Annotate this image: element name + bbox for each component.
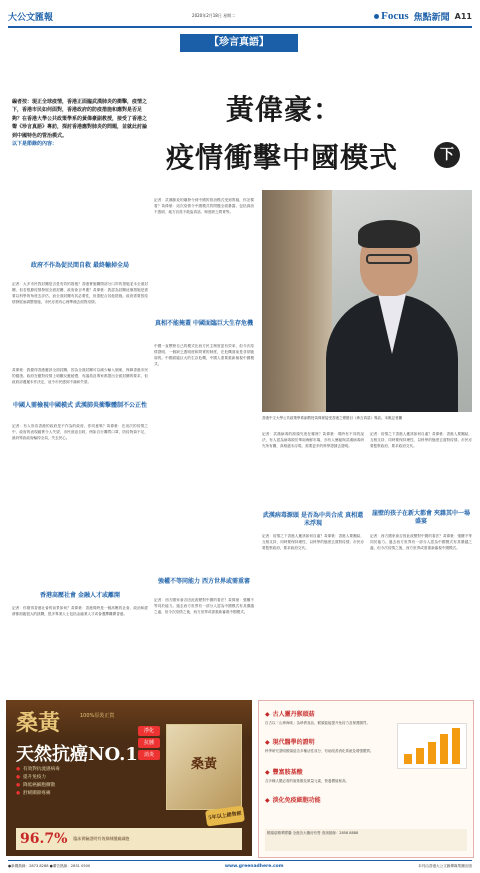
intro-text: 編者按：現正全球疫情，香港正面臨武漢肺炎的衝擊，疫情之下，香港市民如何面對，香港政府的防疫措施和應對是否足夠？在香港大學公共政策學系的黃偉豪副教授，接受了香港之聲《珍言真語》專訪，探討香港應對肺炎的問題，並就此討論到中國特色的管治模式。 — [12, 99, 148, 139]
side-item-3-text: 含多種人體必需的胺基酸及微量元素，營養價值極高。 — [265, 779, 349, 783]
product-box-label: 桑黃 — [190, 757, 217, 772]
article-col2-block-b: 中國一直標榜自己的模式比西方民主制度更有效率，但今次疫情證明，一個缺乏透明度和問責的制度，在危機面前是非常脆弱的。中國面臨巨大的生存危機，中國人需要重新檢視中國模式。 — [154, 344, 254, 366]
subhead-6: 武漢病毒源頭 是否為中共合成 真相還未浮現 — [262, 512, 364, 527]
subhead-4: 真相不能掩蓋 中國面臨巨大生存危機 — [154, 320, 254, 327]
masthead: 大公文匯報 — [8, 12, 54, 23]
side-item-1-text: 自古以「山珍海味」為珍貴食品，猴頭菇能提升免疫力及保護腸胃。 — [265, 721, 370, 725]
chart-bar — [404, 754, 412, 764]
chart-bar — [416, 748, 424, 764]
ad-feature: ● 降低癌細胞擴散 — [16, 783, 56, 788]
ad-brand-sub: 100%原裝正貨 — [80, 713, 115, 719]
person-hair — [358, 220, 420, 248]
headline-line-2: 疫情衝擊中國模式 — [166, 141, 399, 174]
diamond-icon: ◆ — [265, 769, 270, 776]
page-number: A11 — [454, 11, 472, 21]
footer-hotlines: ●新聞熱線：2873 8288 ●廣告熱線：2831 0500 — [8, 863, 91, 868]
section-label: 焦點新聞 — [413, 12, 450, 23]
ad-stat-text: 臨床實驗證明有效抑制腫瘤細胞 — [73, 836, 130, 841]
bullet-icon: ● — [16, 791, 21, 796]
bullet-icon: ● — [16, 767, 21, 772]
ad-cta-badge[interactable]: 5年以上銷售經驗 — [205, 805, 245, 826]
ad-feature: ● 提升免疫力 — [16, 775, 46, 780]
article-col2-block-c: 記者：西方國家會否因此改變對中國的看法？黃偉豪：強權不等同於能力。過去西方世界有一部分人認為中國模式有其優越之處，但今次疫情之後，西方世界或需重新審視中國模式。 — [154, 598, 254, 614]
column-banner: 【珍言真語】 — [180, 34, 298, 52]
article-col3-block-b: 記者：疫情之下香港人應該如何自處？黃偉豪：香港人要團結，互相支持，同時要保持理性，以科學的態度去面對疫情。市民亦要監察政府，要求政府交代。 — [262, 534, 364, 550]
side-item-4: ◆ 淡化免疫細胞功能 — [265, 797, 321, 804]
side-item-2-text: 科學研究證明猴頭菇含多種活性成分，有助改善消化系統及增強體質。 — [265, 749, 374, 753]
diamond-icon: ◆ — [265, 711, 270, 718]
intro-end: 以下是節錄的內容： — [12, 141, 58, 148]
editor-intro — [12, 98, 148, 148]
bookshelf-bg — [262, 190, 332, 412]
side-item-3: ◆ 豐富胺基酸 — [265, 769, 303, 776]
issue-date: 2020年2月18日 星期二 — [192, 13, 236, 18]
product-box — [166, 724, 242, 810]
article-col1-block-c: 記者：有人形容香港的政府是不作為的政府，你同意嗎？黃偉豪：在這次的疫情之中，政府的表現確實令人失望，市民被迫自救，例如自行購買口罩，防疫物資不足，最終導致政府輸掉全局，失去民心。 — [12, 424, 148, 440]
ad-pill-3: 消炎 — [138, 750, 160, 760]
subhead-5: 強權不等同能力 西方世界或需重審 — [157, 578, 251, 585]
side-mini-chart — [397, 723, 467, 769]
article-col1-block-a: 記者：大多市民對封關是否是有效的措施？香港實施關閉部分口岸的措施並未全面封關，但若根據疫情發展全面封關，政府會否考慮？黃偉豪：我認為封關這個措施是需要以科學的角度去評估，而全面封關有其必要性，但需配合其他措施。政府需要按疫情發展而調整措施，市民亦需有心理準備去面對疫情。 — [12, 282, 148, 304]
photo-caption: 香港中文大學公共政策學系副教授黃偉豪接受香港之聲節目《珍言真語》專訪。本報記者攝 — [262, 416, 402, 420]
article-col4-block-b: 記者：西方國家會否因此改變對中國的看法？黃偉豪：強權不等同於能力。過去西方世界有一部分人認為中國模式有其優越之處，但今次疫情之後，西方世界或需重新審視中國模式。 — [370, 534, 472, 550]
part-badge: 下 — [434, 142, 460, 168]
ad-brand: 桑黃 — [16, 710, 61, 736]
footer-publisher: 本刊由香港大公文匯傳媒集團出版 — [418, 863, 472, 868]
ad-tagline: 天然抗癌NO.1 — [16, 744, 138, 765]
ad-features — [16, 766, 146, 798]
subhead-1: 政府不作為促民間自救 最終輸掉全局 — [30, 262, 130, 269]
page-header — [8, 6, 472, 28]
page-footer — [8, 860, 472, 871]
advertisement-sanghuang[interactable] — [6, 700, 252, 856]
chart-bar — [428, 742, 436, 764]
ad-stat-bar — [16, 828, 242, 850]
interviewee-photo — [262, 190, 472, 412]
ad-pill-2: 抗腫 — [138, 738, 160, 748]
headline-line-1: 黃偉豪： — [226, 93, 343, 126]
chart-bar — [440, 734, 448, 764]
footer-website-link[interactable]: www.greenadhere.com — [224, 863, 284, 869]
bullet-icon: ● — [16, 783, 21, 788]
advertisement-hericium[interactable] — [258, 700, 474, 858]
focus-dot-icon — [374, 14, 379, 19]
bullet-icon: ● — [16, 775, 21, 780]
article-col1-block-d: 記者：你覺得香港社會的前景如何？黃偉豪：香港現時是一個高壓的社會，政治和經濟都面臨很大的挑戰，很多專業人士包括金融業人才或會選擇離開香港。 — [12, 606, 148, 616]
glasses-icon — [366, 254, 412, 264]
focus-label: Focus — [374, 10, 409, 22]
ad-stat-number: 96.7% — [20, 831, 68, 847]
diamond-icon: ◆ — [265, 797, 270, 804]
chart-bar — [452, 728, 460, 764]
side-footer: 猴頭菇精華膠囊 全港各大藥房有售 查詢熱線：2858 8888 — [265, 829, 467, 851]
article-col3-block-a: 記者：武漢病毒的源頭究竟在哪裡？黃偉豪：現時有不同的說法，有人認為病毒源於華南海鮮市場，亦有人懷疑與武漢病毒研究所有關，真相還未浮現，需要更多的科學證據去證明。 — [262, 432, 364, 448]
ad-feature: ● 有效對抗流感病毒 — [16, 767, 60, 772]
side-item-1: ◆ 古人靈丹猴頭菇 — [265, 711, 315, 718]
ad-feature: ● 舒緩關節疼痛 — [16, 791, 51, 796]
ad-pill-1: 淨化 — [138, 726, 160, 736]
subhead-7: 崖壁的孩子在新大都會 夾雜其中一場盛宴 — [371, 510, 471, 525]
article-col2-block-a: 記者：武漢肺炎的爆發令到中國的管治模式受到質疑，你怎樣看？黃偉豪：這次疫情令中國模式的問題全面暴露，包括資訊不透明、地方官員不敢說真話、制度缺乏問責等。 — [154, 198, 254, 214]
article-col4-block-a: 記者：疫情之下香港人應該如何自處？黃偉豪：香港人要團結，互相支持，同時要保持理性，以科學的態度去面對疫情。市民亦要監察政府，要求政府交代。 — [370, 432, 472, 448]
article-col1-block-b: 黃偉豪：我覺得香港應該全面封關，因為全面封關可以減少輸入個案，保障香港市民的健康。政府在應對疫情上明顯反應緩慢，有議員及專家都提出全面封關的要求，但政府卻遲遲未作決定，這令市民感到不滿和失望。 — [12, 368, 148, 384]
subhead-3: 香港高壓社會 金融人才或離開 — [39, 592, 121, 599]
side-item-2: ◆ 現代醫學的證明 — [265, 739, 315, 746]
header-right — [374, 10, 472, 23]
diamond-icon: ◆ — [265, 739, 270, 746]
subhead-2: 中國人需檢視中國模式 武漢肺炎衝擊體制不公正性 — [12, 402, 148, 409]
